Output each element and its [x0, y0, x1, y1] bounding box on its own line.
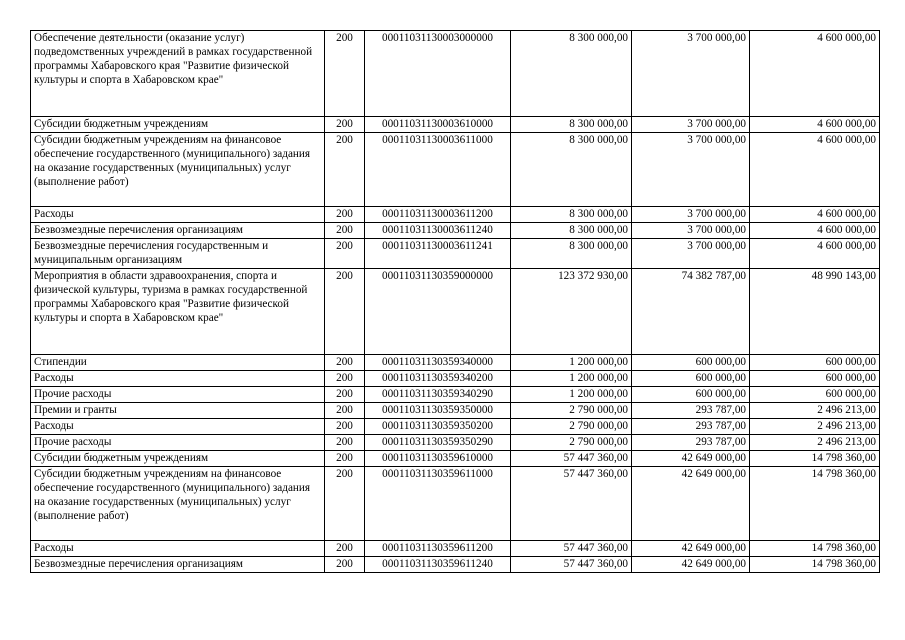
table-row [31, 451, 880, 467]
table-row [31, 223, 880, 239]
row-group-code: 200 [325, 31, 365, 117]
budget-table [30, 30, 880, 573]
row-plan-amount: 2 790 000,00 [511, 435, 632, 451]
row-remainder-amount: 14 798 360,00 [750, 541, 880, 557]
row-plan-amount: 123 372 930,00 [511, 269, 632, 355]
row-group-code: 200 [325, 355, 365, 371]
row-executed-amount: 600 000,00 [632, 387, 750, 403]
row-name: Субсидии бюджетным учреждениям [31, 451, 325, 467]
row-name: Субсидии бюджетным учреждениям на финансовое обеспечение государственного (муниципального) задания на оказание государственных (муниципальных) услуг (выполнение работ) [31, 133, 325, 207]
row-plan-amount: 8 300 000,00 [511, 207, 632, 223]
row-group-code: 200 [325, 133, 365, 207]
table-row [31, 467, 880, 541]
table-row [31, 557, 880, 573]
row-executed-amount: 600 000,00 [632, 371, 750, 387]
row-name: Расходы [31, 371, 325, 387]
row-name: Безвозмездные перечисления государственным и муниципальным организациям [31, 239, 325, 269]
row-plan-amount: 8 300 000,00 [511, 133, 632, 207]
table-row [31, 269, 880, 355]
row-plan-amount: 2 790 000,00 [511, 419, 632, 435]
row-remainder-amount: 14 798 360,00 [750, 451, 880, 467]
row-plan-amount: 8 300 000,00 [511, 31, 632, 117]
row-name: Субсидии бюджетным учреждениям на финансовое обеспечение государственного (муниципального) задания на оказание государственных (муниципальных) услуг (выполнение работ) [31, 467, 325, 541]
row-name: Премии и гранты [31, 403, 325, 419]
table-row [31, 355, 880, 371]
table-row [31, 371, 880, 387]
row-group-code: 200 [325, 269, 365, 355]
row-executed-amount: 293 787,00 [632, 419, 750, 435]
row-executed-amount: 3 700 000,00 [632, 223, 750, 239]
row-executed-amount: 3 700 000,00 [632, 31, 750, 117]
row-name: Безвозмездные перечисления организациям [31, 223, 325, 239]
table-row [31, 419, 880, 435]
row-executed-amount: 42 649 000,00 [632, 467, 750, 541]
row-remainder-amount: 4 600 000,00 [750, 117, 880, 133]
row-name: Прочие расходы [31, 387, 325, 403]
row-executed-amount: 42 649 000,00 [632, 557, 750, 573]
row-group-code: 200 [325, 207, 365, 223]
row-executed-amount: 42 649 000,00 [632, 541, 750, 557]
row-classification-code: 00011031130359340000 [365, 355, 511, 371]
row-group-code: 200 [325, 387, 365, 403]
row-executed-amount: 3 700 000,00 [632, 133, 750, 207]
row-remainder-amount: 14 798 360,00 [750, 557, 880, 573]
document-page [30, 30, 880, 573]
row-name: Расходы [31, 541, 325, 557]
row-remainder-amount: 600 000,00 [750, 371, 880, 387]
row-name: Безвозмездные перечисления организациям [31, 557, 325, 573]
row-plan-amount: 8 300 000,00 [511, 239, 632, 269]
row-group-code: 200 [325, 117, 365, 133]
row-group-code: 200 [325, 403, 365, 419]
row-group-code: 200 [325, 223, 365, 239]
table-row [31, 387, 880, 403]
row-name: Расходы [31, 207, 325, 223]
table-row [31, 435, 880, 451]
row-plan-amount: 57 447 360,00 [511, 557, 632, 573]
row-classification-code: 00011031130003611241 [365, 239, 511, 269]
table-row [31, 239, 880, 269]
row-classification-code: 00011031130359340200 [365, 371, 511, 387]
row-remainder-amount: 2 496 213,00 [750, 419, 880, 435]
row-group-code: 200 [325, 371, 365, 387]
row-group-code: 200 [325, 239, 365, 269]
row-plan-amount: 1 200 000,00 [511, 355, 632, 371]
row-executed-amount: 42 649 000,00 [632, 451, 750, 467]
row-name: Субсидии бюджетным учреждениям [31, 117, 325, 133]
row-classification-code: 00011031130359340290 [365, 387, 511, 403]
row-classification-code: 00011031130359611240 [365, 557, 511, 573]
row-group-code: 200 [325, 435, 365, 451]
row-group-code: 200 [325, 467, 365, 541]
row-group-code: 200 [325, 419, 365, 435]
row-plan-amount: 2 790 000,00 [511, 403, 632, 419]
row-name: Расходы [31, 419, 325, 435]
row-name: Прочие расходы [31, 435, 325, 451]
row-executed-amount: 293 787,00 [632, 435, 750, 451]
row-classification-code: 00011031130359000000 [365, 269, 511, 355]
row-executed-amount: 3 700 000,00 [632, 239, 750, 269]
row-remainder-amount: 600 000,00 [750, 387, 880, 403]
row-remainder-amount: 48 990 143,00 [750, 269, 880, 355]
budget-table-body [31, 31, 880, 573]
row-name: Обеспечение деятельности (оказание услуг) подведомственных учреждений в рамках государственной программы Хабаровского края "Развитие физической культуры и спорта в Хабаровском крае" [31, 31, 325, 117]
row-plan-amount: 57 447 360,00 [511, 451, 632, 467]
row-classification-code: 00011031130359610000 [365, 451, 511, 467]
row-classification-code: 00011031130359611200 [365, 541, 511, 557]
row-group-code: 200 [325, 557, 365, 573]
row-name: Стипендии [31, 355, 325, 371]
row-remainder-amount: 2 496 213,00 [750, 435, 880, 451]
row-plan-amount: 8 300 000,00 [511, 117, 632, 133]
row-remainder-amount: 4 600 000,00 [750, 133, 880, 207]
row-classification-code: 00011031130359611000 [365, 467, 511, 541]
row-remainder-amount: 4 600 000,00 [750, 239, 880, 269]
row-group-code: 200 [325, 451, 365, 467]
row-classification-code: 00011031130003611200 [365, 207, 511, 223]
row-classification-code: 00011031130003611240 [365, 223, 511, 239]
row-classification-code: 00011031130003610000 [365, 117, 511, 133]
row-classification-code: 00011031130003611000 [365, 133, 511, 207]
row-classification-code: 00011031130003000000 [365, 31, 511, 117]
row-remainder-amount: 14 798 360,00 [750, 467, 880, 541]
table-row [31, 541, 880, 557]
row-executed-amount: 3 700 000,00 [632, 117, 750, 133]
row-classification-code: 00011031130359350200 [365, 419, 511, 435]
row-executed-amount: 293 787,00 [632, 403, 750, 419]
row-classification-code: 00011031130359350000 [365, 403, 511, 419]
row-executed-amount: 74 382 787,00 [632, 269, 750, 355]
row-plan-amount: 1 200 000,00 [511, 387, 632, 403]
table-row [31, 403, 880, 419]
row-plan-amount: 57 447 360,00 [511, 467, 632, 541]
row-executed-amount: 600 000,00 [632, 355, 750, 371]
table-row [31, 117, 880, 133]
row-remainder-amount: 4 600 000,00 [750, 207, 880, 223]
row-plan-amount: 1 200 000,00 [511, 371, 632, 387]
row-classification-code: 00011031130359350290 [365, 435, 511, 451]
row-plan-amount: 57 447 360,00 [511, 541, 632, 557]
row-remainder-amount: 600 000,00 [750, 355, 880, 371]
row-remainder-amount: 2 496 213,00 [750, 403, 880, 419]
row-remainder-amount: 4 600 000,00 [750, 31, 880, 117]
row-remainder-amount: 4 600 000,00 [750, 223, 880, 239]
table-row [31, 133, 880, 207]
table-row [31, 31, 880, 117]
row-name: Мероприятия в области здравоохранения, спорта и физической культуры, туризма в рамках государственной программы Хабаровского края "Развитие физической культуры и спорта в Хабаровском крае" [31, 269, 325, 355]
row-plan-amount: 8 300 000,00 [511, 223, 632, 239]
table-row [31, 207, 880, 223]
row-executed-amount: 3 700 000,00 [632, 207, 750, 223]
row-group-code: 200 [325, 541, 365, 557]
